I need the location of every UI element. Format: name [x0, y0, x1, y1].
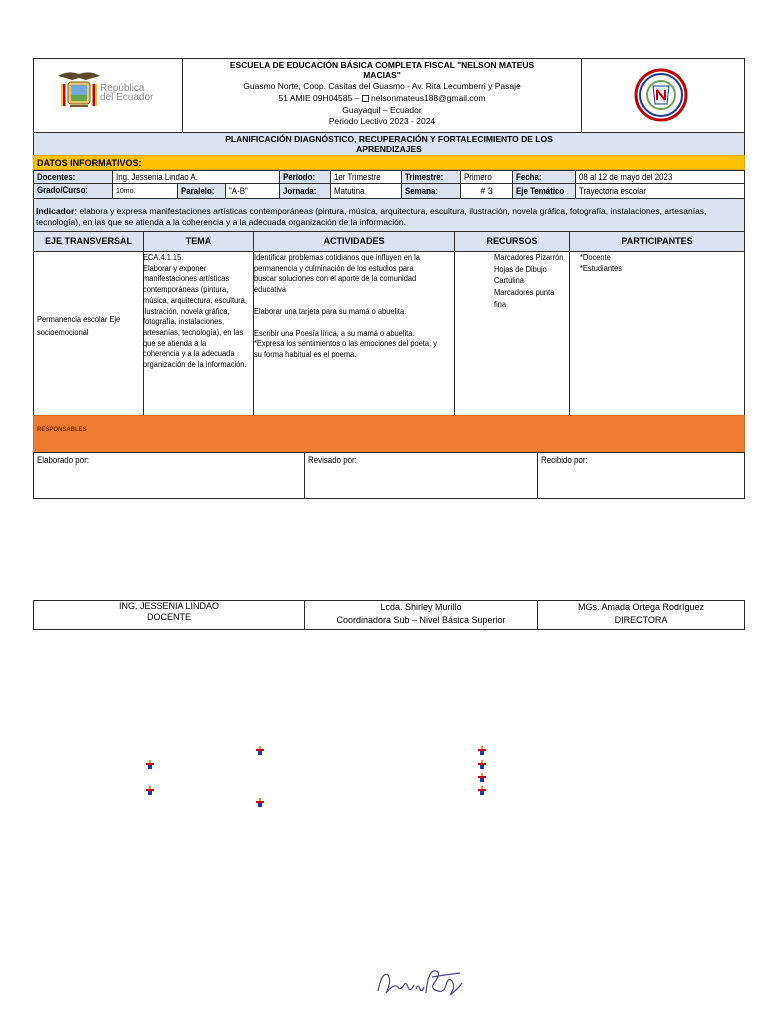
signature-coordinadora-name: Lcda. Shirley Murillo — [380, 602, 462, 612]
docentes-label: Docentes: — [37, 172, 76, 182]
col-eje-label: EJE TRANSVERSAL — [44, 236, 133, 246]
indicador-line1-wrap — [36, 206, 743, 217]
recibido-cell — [537, 452, 745, 499]
fecha-label-cell — [512, 170, 576, 184]
recursos-line: Hojas de Dibujo — [494, 263, 547, 274]
paralelo-label: Paralelo: — [181, 186, 215, 196]
indicador-label: Indicador: — [36, 206, 78, 216]
col-tema — [143, 231, 254, 252]
eje-label-cell — [512, 183, 576, 199]
recursos-line: Cartulina — [494, 275, 524, 286]
tema-line: que se atienda a la — [143, 337, 207, 348]
signature-directora-cell — [537, 600, 745, 630]
school-info-cell — [182, 58, 582, 133]
tema-line: artesanías, tecnología), en las — [143, 326, 244, 337]
responsables-bar — [33, 415, 745, 453]
periodo-label-cell — [279, 170, 331, 184]
paralelo-label-cell — [177, 183, 226, 199]
tema-line: fotografía, instalaciones, — [143, 316, 225, 327]
eje-tematico-label: Eje Temático — [516, 186, 565, 196]
plan-title-line2: APRENDIZAJES — [356, 144, 422, 154]
responsables-label: RESPONSABLES — [37, 427, 87, 433]
marker-glyph-icon — [256, 746, 264, 755]
signature-directora-role: DIRECTORA — [614, 615, 668, 625]
grado-value: 10mo. — [116, 188, 136, 195]
plan-title-cell — [33, 132, 745, 156]
semana-value-cell — [460, 183, 513, 199]
school-city: Guayaquil – Ecuador — [342, 105, 422, 115]
school-amie-email — [183, 92, 581, 104]
grado-label: Grado/Curso: — [37, 185, 89, 195]
actividades-line-b: Elaborar una tarjeta para su mamá o abuelita. — [254, 305, 407, 316]
col-recursos-label: RECURSOS — [486, 236, 538, 246]
eje-content-line2: socioemocional — [37, 327, 89, 337]
participantes-line: *Docente — [580, 252, 611, 262]
eje-value-cell — [575, 183, 745, 199]
grado-label-cell — [33, 183, 113, 199]
school-address: Guasmo Norte, Coop. Casitas del Guasmo - Av. Rita Lecumberri y Pasaje — [243, 81, 521, 91]
paralelo-value-cell — [225, 183, 280, 199]
republica-line1: República — [100, 83, 145, 94]
col-actividades — [253, 231, 455, 252]
signature-directora-name: MGs. Amada Ortega Rodríguez — [577, 602, 705, 612]
eje-content-line1: Permanencia escolar Eje — [37, 314, 121, 324]
actividades-block-a — [254, 252, 484, 295]
actividades-line: permanencia y culminación de los estudios para — [254, 262, 414, 273]
school-name-line1: ESCUELA DE EDUCACIÓN BÁSICA COMPLETA FISCAL "NELSON MATEUS — [229, 60, 535, 70]
datos-informativos-title — [33, 155, 745, 170]
marker-glyph-icon — [256, 798, 264, 807]
tema-line: organización de la información. — [143, 359, 247, 370]
actividades-line: educativa — [254, 284, 287, 295]
signature-coordinadora-cell — [304, 600, 538, 630]
eje-tematico-value: Trayectoria escolar — [579, 186, 647, 196]
indicador-line1: elabora y expresa manifestaciones artísticas contemporáneas (pintura, música, arquitectura, escultura, ilustración, novela gráfica, fotografía, instalaciones, artesanías, — [77, 206, 707, 216]
signature-docente-name: ING. JESSENIA LINDAO — [118, 601, 220, 611]
actividades-block-c — [254, 328, 484, 360]
col-eje-transversal — [33, 231, 144, 252]
marker-glyph-icon — [146, 786, 154, 795]
recursos-line: Marcadores Pizarrón — [494, 252, 564, 262]
tema-line: coherencia y a la adecuada — [143, 348, 235, 359]
marker-glyph-icon — [478, 760, 486, 769]
docentes-value-cell — [112, 170, 280, 184]
elaborado-label: Elaborado por: — [37, 455, 89, 465]
marker-glyph-icon — [478, 746, 486, 755]
docentes-value: Ing. Jessenia Lindao A. — [116, 172, 198, 182]
semana-value: # 3 — [480, 186, 493, 196]
col-participantes — [569, 231, 745, 252]
actividades-line: Identificar problemas cotidianos que influyen en la — [254, 252, 420, 262]
republica-line2: del Ecuador — [100, 92, 154, 103]
fecha-value-cell — [575, 170, 745, 184]
amie-code: 51 AMIE 09H04585 – — [278, 93, 362, 103]
actividades-line: buscar soluciones con el aporte de la comunidad — [254, 273, 417, 284]
school-name-line2: MACIAS" — [363, 70, 401, 80]
jornada-value: Matutina — [334, 186, 365, 196]
school-name — [183, 60, 581, 80]
tema-line: ECA.4.1.15. — [143, 252, 184, 262]
tema-line: manifestaciones artísticas — [143, 273, 230, 284]
periodo-label: Periodo: — [283, 172, 316, 182]
trimestre-value-cell — [460, 170, 513, 184]
tema-line: ilustración, novela gráfica, — [143, 305, 230, 316]
datos-informativos-label: DATOS INFORMATIVOS: — [37, 158, 142, 168]
elaborado-cell — [33, 452, 305, 499]
signature-coordinadora-role: Coordinadora Sub – Nivel Básica Superior — [336, 615, 506, 625]
recursos-line: Marcadores punta — [494, 287, 555, 298]
col-participantes-label: PARTICIPANTES — [621, 236, 693, 246]
signature-docente-cell — [33, 600, 305, 630]
ecuador-coat-of-arms-icon — [56, 68, 102, 114]
col-recursos — [454, 231, 570, 252]
revisado-cell — [304, 452, 538, 499]
actividades-line: Escribir una Poesía lírica, a su mamá o abuelita. — [254, 327, 415, 338]
paralelo-value: "A-B" — [229, 186, 248, 196]
semana-label: Semana: — [405, 186, 439, 196]
handwritten-signature — [372, 963, 468, 1003]
school-period: Periodo Lectivo 2023 - 2024 — [328, 116, 436, 126]
trimestre-value: Primero — [464, 172, 492, 182]
participantes-content-cell — [569, 251, 745, 416]
signature-docente-role: DOCENTE — [146, 612, 191, 622]
col-tema-label: TEMA — [185, 236, 212, 246]
fecha-label: Fecha: — [516, 172, 542, 182]
col-actividades-label: ACTIVIDADES — [323, 236, 385, 246]
docentes-label-cell — [33, 170, 113, 184]
marker-glyph-icon — [146, 760, 154, 769]
email-icon — [362, 95, 369, 102]
fecha-value: 08 al 12 de mayo del 2023 — [579, 172, 673, 182]
marker-glyph-icon — [478, 773, 486, 782]
republica-text — [100, 84, 180, 102]
actividades-content — [254, 252, 484, 360]
jornada-label-cell — [279, 183, 331, 199]
participantes-line: *Estudiantes — [580, 262, 623, 273]
semana-label-cell — [401, 183, 461, 199]
email-address: nelsonmateus188@gmail.com — [371, 93, 486, 103]
actividades-line: *Expresa los sentimientos o las emociones del poeta, y — [254, 338, 437, 349]
tema-line: música, arquitectura, escultura, — [143, 294, 247, 305]
trimestre-label: Trimestre: — [405, 172, 444, 182]
tema-line: contemporáneas (pintura, — [143, 284, 229, 295]
recursos-line: fina — [494, 298, 507, 309]
indicador-cell — [33, 198, 745, 232]
revisado-label: Revisado por: — [308, 455, 357, 465]
indicador-line2: tecnología), en las que se atienda a la coherencia y a la adecuada organización de la información. — [36, 217, 406, 227]
tema-line: Elaborar y exponer — [143, 262, 207, 273]
jornada-value-cell — [330, 183, 402, 199]
trimestre-label-cell — [401, 170, 461, 184]
participantes-content — [580, 252, 700, 273]
grado-value-cell — [112, 183, 178, 199]
periodo-value: 1er Trimestre — [334, 172, 381, 182]
recibido-label: Recibido por: — [541, 455, 588, 465]
marker-glyph-icon — [478, 786, 486, 795]
jornada-label: Jornada: — [283, 186, 317, 196]
periodo-value-cell — [330, 170, 402, 184]
actividades-line: su forma habitual es el poema. — [254, 348, 357, 359]
school-seal-icon — [633, 68, 689, 122]
plan-title-line1: PLANIFICACIÓN DIAGNÓSTICO, RECUPERACIÓN Y FORTALECIMIENTO DE LOS — [225, 134, 553, 144]
